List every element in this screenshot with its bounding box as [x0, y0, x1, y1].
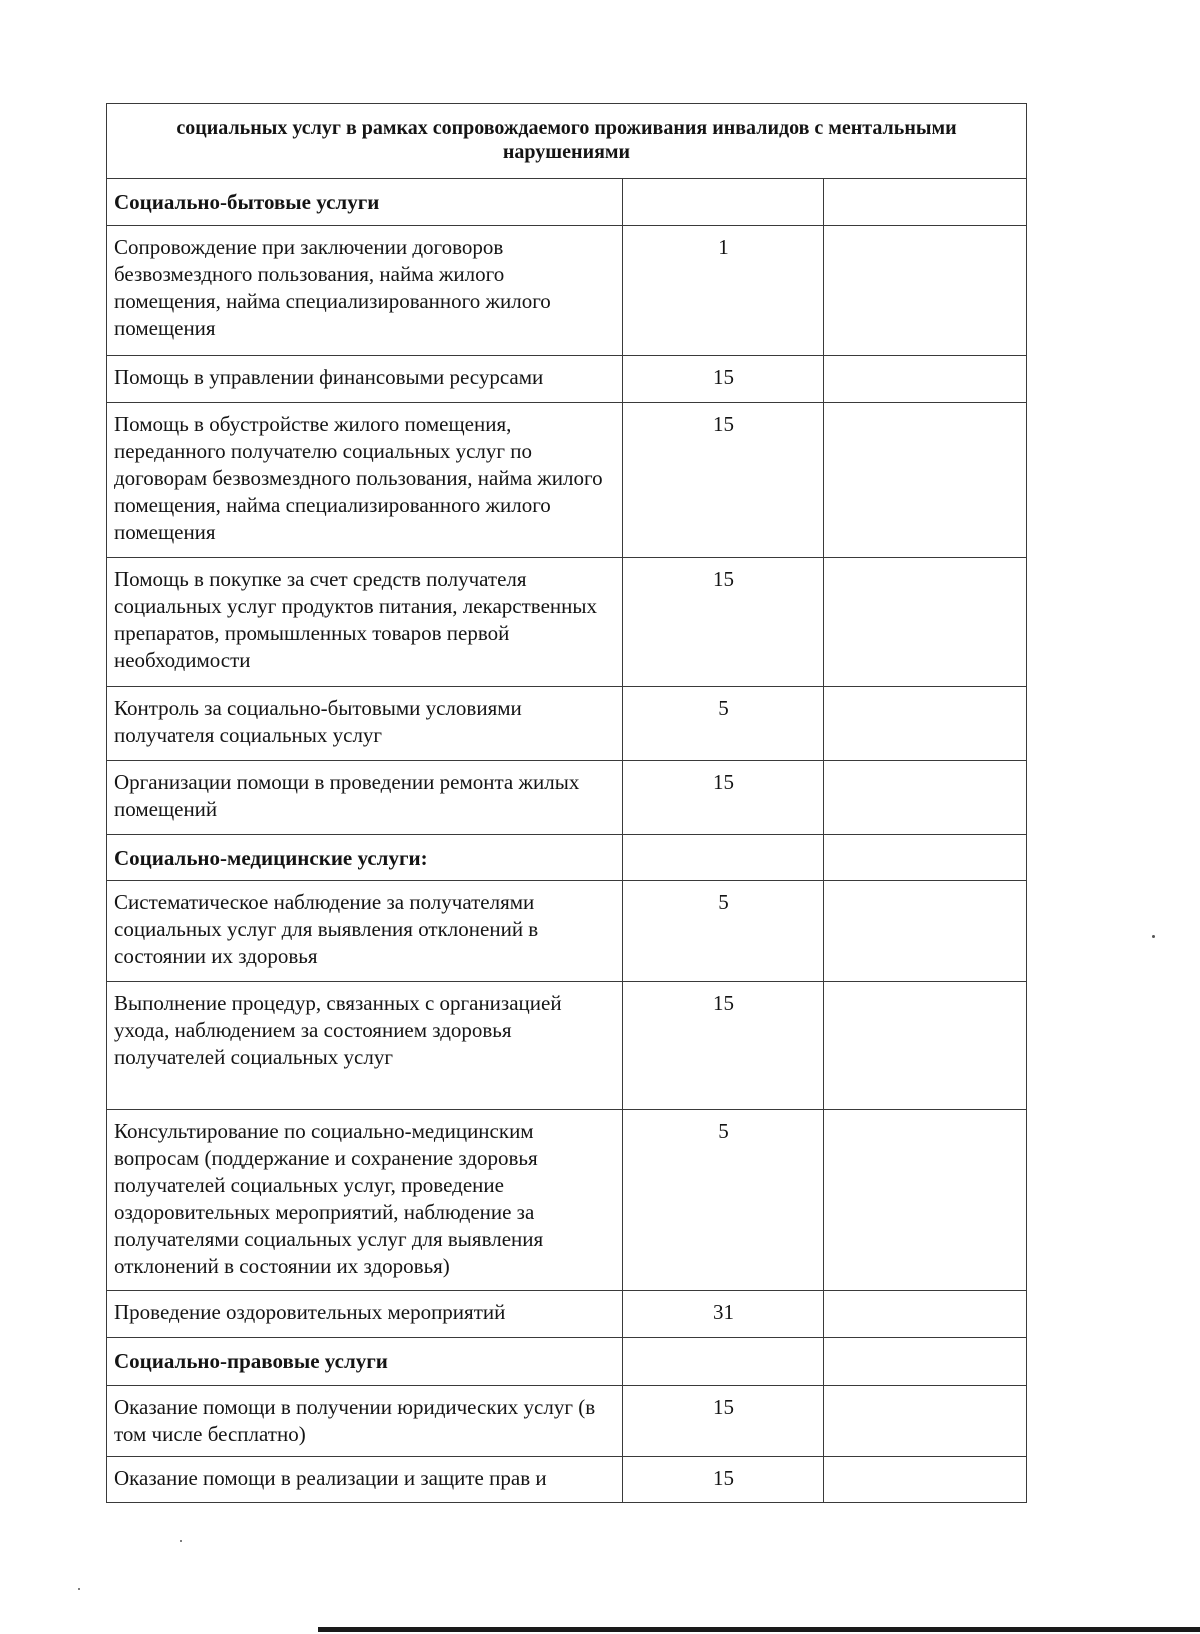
table-header: социальных услуг в рамках сопровождаемого проживания инвалидов с ментальными нарушениями — [107, 104, 1027, 179]
scan-speck — [180, 1540, 182, 1542]
service-name: Оказание помощи в получении юридических услуг (в том числе бесплатно) — [107, 1386, 623, 1457]
value-cell: 15 — [623, 356, 824, 403]
table-row — [107, 1291, 1027, 1338]
value-cell: 15 — [623, 558, 824, 687]
value-cell: 15 — [623, 761, 824, 835]
empty-cell — [824, 1291, 1027, 1338]
service-name: Контроль за социально-бытовыми условиями получателя социальных услуг — [107, 687, 623, 761]
table-row — [107, 835, 1027, 881]
empty-cell — [824, 356, 1027, 403]
empty-cell — [824, 835, 1027, 881]
value-cell: 5 — [623, 687, 824, 761]
value-cell: 31 — [623, 1291, 824, 1338]
table-row — [107, 558, 1027, 687]
empty-cell — [824, 403, 1027, 558]
service-name: Помощь в обустройстве жилого помещения, переданного получателю социальных услуг по договорам безвозмездного пользования, найма жилого помещения, найма специализированного жилого помещения — [107, 403, 623, 558]
table-row — [107, 356, 1027, 403]
empty-cell — [824, 179, 1027, 226]
table-row — [107, 403, 1027, 558]
table-row — [107, 1110, 1027, 1291]
value-cell: 5 — [623, 1110, 824, 1291]
service-name: Выполнение процедур, связанных с организацией ухода, наблюдением за состоянием здоровья получателей социальных услуг — [107, 982, 623, 1110]
table-row — [107, 761, 1027, 835]
empty-cell — [824, 226, 1027, 356]
service-name: Помощь в покупке за счет средств получателя социальных услуг продуктов питания, лекарственных препаратов, промышленных товаров первой необходимости — [107, 558, 623, 687]
service-name: Проведение оздоровительных мероприятий — [107, 1291, 623, 1338]
empty-cell — [824, 1457, 1027, 1503]
value-cell: 15 — [623, 403, 824, 558]
value-cell: 15 — [623, 982, 824, 1110]
value-cell: 1 — [623, 226, 824, 356]
value-cell — [623, 835, 824, 881]
value-cell — [623, 1338, 824, 1386]
service-name: Консультирование по социально-медицинским вопросам (поддержание и сохранение здоровья получателей социальных услуг, проведение оздоровительных мероприятий, наблюдение за получателями социальных услуг для выявления отклонений в состоянии их здоровья) — [107, 1110, 623, 1291]
empty-cell — [824, 761, 1027, 835]
empty-cell — [824, 1110, 1027, 1291]
section-title: Социально-бытовые услуги — [107, 179, 623, 226]
empty-cell — [824, 881, 1027, 982]
services-table — [106, 103, 1027, 1503]
table-row — [107, 226, 1027, 356]
table-row — [107, 687, 1027, 761]
value-cell — [623, 179, 824, 226]
empty-cell — [824, 687, 1027, 761]
table-row — [107, 179, 1027, 226]
empty-cell — [824, 982, 1027, 1110]
value-cell: 5 — [623, 881, 824, 982]
scan-speck — [1152, 935, 1155, 938]
table-row — [107, 1386, 1027, 1457]
section-title: Социально-медицинские услуги: — [107, 835, 623, 881]
table-row — [107, 1338, 1027, 1386]
service-name: Сопровождение при заключении договоров безвозмездного пользования, найма жилого помещения, найма специализированного жилого помещения — [107, 226, 623, 356]
value-cell: 15 — [623, 1386, 824, 1457]
service-name: Систематическое наблюдение за получателями социальных услуг для выявления отклонений в состоянии их здоровья — [107, 881, 623, 982]
section-title: Социально-правовые услуги — [107, 1338, 623, 1386]
table-row — [107, 982, 1027, 1110]
table-row — [107, 1457, 1027, 1503]
scan-speck — [78, 1588, 80, 1590]
table-header-row — [107, 104, 1027, 179]
empty-cell — [824, 1386, 1027, 1457]
service-name: Организации помощи в проведении ремонта жилых помещений — [107, 761, 623, 835]
empty-cell — [824, 558, 1027, 687]
service-name: Оказание помощи в реализации и защите прав и — [107, 1457, 623, 1503]
scan-edge-line — [318, 1627, 1200, 1632]
table-row — [107, 881, 1027, 982]
value-cell: 15 — [623, 1457, 824, 1503]
service-name: Помощь в управлении финансовыми ресурсами — [107, 356, 623, 403]
empty-cell — [824, 1338, 1027, 1386]
